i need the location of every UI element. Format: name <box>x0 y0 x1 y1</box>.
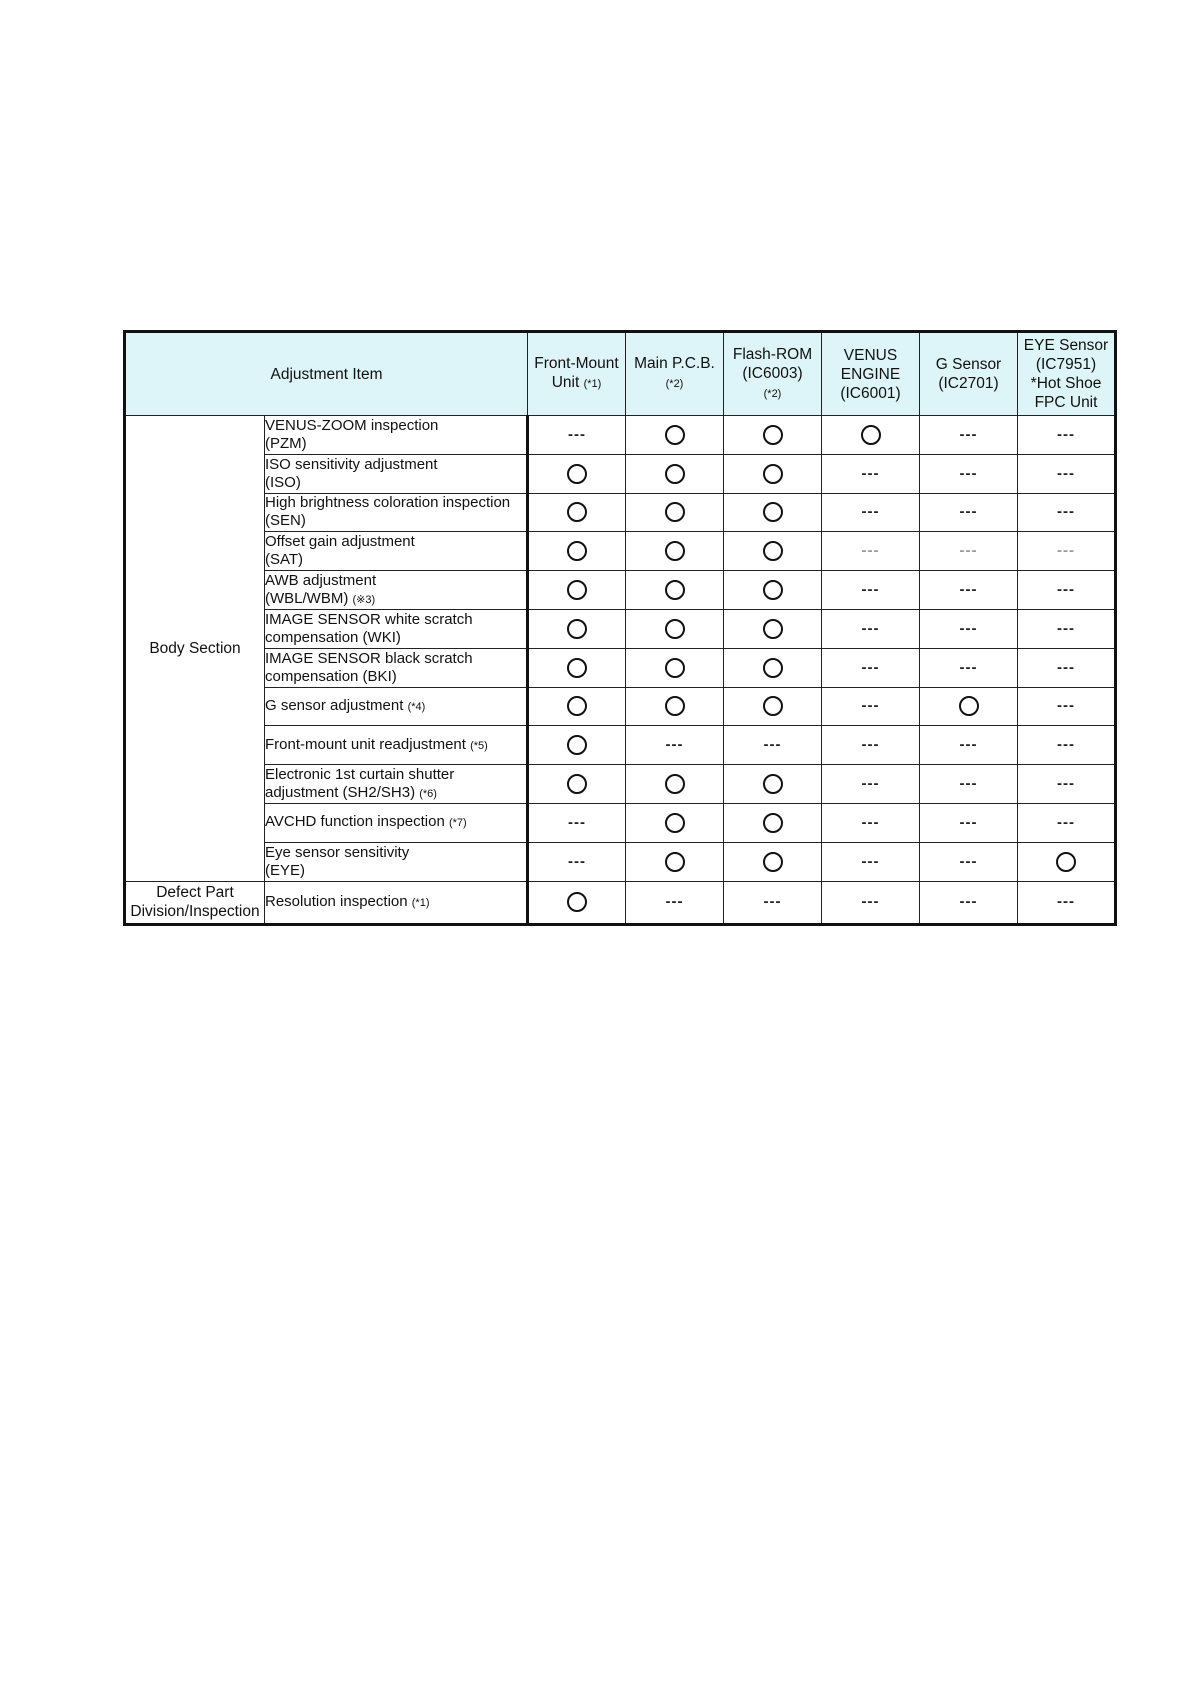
mark-cell <box>626 609 724 648</box>
circle-mark-icon <box>763 425 783 445</box>
mark-cell <box>528 726 626 765</box>
mark-cell <box>528 803 626 842</box>
mark-cell <box>1018 416 1116 455</box>
circle-mark-icon <box>665 658 685 678</box>
mark-cell <box>920 493 1018 532</box>
circle-mark-icon <box>763 619 783 639</box>
mark-cell <box>626 648 724 687</box>
mark-cell <box>920 532 1018 571</box>
circle-mark-icon <box>567 464 587 484</box>
adjustment-item: AVCHD function inspection (*7) <box>265 803 528 842</box>
dash-mark: --- <box>665 893 684 911</box>
mark-cell <box>724 571 822 610</box>
mark-cell <box>920 571 1018 610</box>
circle-mark-icon <box>763 852 783 872</box>
table-row <box>125 571 1116 610</box>
dash-mark: --- <box>1057 581 1075 599</box>
dash-mark: --- <box>1057 619 1075 637</box>
mark-cell <box>626 493 724 532</box>
mark-cell <box>1018 493 1116 532</box>
dash-mark: --- <box>1057 775 1075 793</box>
mark-cell <box>528 648 626 687</box>
dash-mark: --- <box>959 503 978 521</box>
mark-cell <box>724 881 822 924</box>
mark-cell <box>1018 765 1116 804</box>
dash-mark: --- <box>1057 464 1075 482</box>
table-row <box>125 842 1116 881</box>
mark-cell <box>920 648 1018 687</box>
circle-mark-icon <box>665 774 685 794</box>
mark-cell <box>920 416 1018 455</box>
mark-cell <box>724 687 822 726</box>
mark-cell <box>920 765 1018 804</box>
mark-cell <box>528 493 626 532</box>
mark-cell <box>528 532 626 571</box>
mark-cell <box>528 765 626 804</box>
dash-mark: --- <box>959 813 978 831</box>
table-row <box>125 726 1116 765</box>
mark-cell <box>822 648 920 687</box>
circle-mark-icon <box>567 619 587 639</box>
mark-cell <box>920 609 1018 648</box>
mark-cell <box>626 687 724 726</box>
mark-cell <box>724 416 822 455</box>
mark-cell <box>1018 532 1116 571</box>
circle-mark-icon <box>665 852 685 872</box>
dash-mark: --- <box>959 425 978 443</box>
dash-mark: --- <box>665 736 684 754</box>
circle-mark-icon <box>567 658 587 678</box>
mark-cell <box>822 842 920 881</box>
dash-mark: --- <box>861 464 880 482</box>
defect-part-section-label: Defect Part Division/Inspection <box>125 881 265 924</box>
dash-mark: --- <box>1057 503 1075 521</box>
circle-mark-icon <box>567 696 587 716</box>
header-venus-engine: VENUS ENGINE (IC6001) <box>822 332 920 416</box>
dash-mark: --- <box>1057 542 1075 560</box>
dash-mark: --- <box>568 425 586 443</box>
mark-cell <box>724 609 822 648</box>
mark-cell <box>724 765 822 804</box>
table-row <box>125 765 1116 804</box>
dash-mark: --- <box>1057 425 1075 443</box>
mark-cell <box>626 532 724 571</box>
mark-cell <box>724 648 822 687</box>
dash-mark: --- <box>1057 658 1075 676</box>
dash-mark: --- <box>959 736 978 754</box>
mark-cell <box>528 571 626 610</box>
mark-cell <box>920 454 1018 493</box>
dash-mark: --- <box>1057 813 1075 831</box>
adjustment-item: AWB adjustment (WBL/WBM) (※3) <box>265 571 528 610</box>
mark-cell <box>920 842 1018 881</box>
dash-mark: --- <box>1057 736 1075 754</box>
body-section-label: Body Section <box>125 416 265 882</box>
mark-cell <box>822 726 920 765</box>
header-eye-sensor: EYE Sensor (IC7951) *Hot Shoe FPC Unit <box>1018 332 1116 416</box>
adjustment-item: VENUS-ZOOM inspection (PZM) <box>265 416 528 455</box>
circle-mark-icon <box>763 541 783 561</box>
adjustment-item: Resolution inspection (*1) <box>265 881 528 924</box>
mark-cell <box>1018 571 1116 610</box>
mark-cell <box>626 416 724 455</box>
circle-mark-icon <box>1056 852 1076 872</box>
dash-mark: --- <box>959 775 978 793</box>
dash-mark: --- <box>568 852 586 870</box>
mark-cell <box>626 842 724 881</box>
dash-mark: --- <box>959 852 978 870</box>
table-row <box>125 803 1116 842</box>
mark-cell <box>822 687 920 726</box>
mark-cell <box>1018 454 1116 493</box>
table-row <box>125 416 1116 455</box>
mark-cell <box>724 803 822 842</box>
dash-mark: --- <box>959 581 978 599</box>
dash-mark: --- <box>861 775 880 793</box>
header-flash-rom: Flash-ROM (IC6003) (*2) <box>724 332 822 416</box>
circle-mark-icon <box>665 813 685 833</box>
dash-mark: --- <box>861 503 880 521</box>
dash-mark: --- <box>763 893 782 911</box>
table-row <box>125 493 1116 532</box>
circle-mark-icon <box>567 892 587 912</box>
dash-mark: --- <box>861 697 880 715</box>
circle-mark-icon <box>763 696 783 716</box>
table-row <box>125 687 1116 726</box>
circle-mark-icon <box>665 580 685 600</box>
mark-cell <box>1018 726 1116 765</box>
dash-mark: --- <box>861 619 880 637</box>
adjustment-item: G sensor adjustment (*4) <box>265 687 528 726</box>
mark-cell <box>626 803 724 842</box>
dash-mark: --- <box>959 893 978 911</box>
circle-mark-icon <box>763 658 783 678</box>
circle-mark-icon <box>763 464 783 484</box>
mark-cell <box>724 532 822 571</box>
dash-mark: --- <box>1057 893 1075 911</box>
mark-cell <box>920 687 1018 726</box>
circle-mark-icon <box>567 580 587 600</box>
adjustment-table <box>123 330 1117 926</box>
adjustment-item: Electronic 1st curtain shutter adjustment (SH2/SH3) (*6) <box>265 765 528 804</box>
dash-mark: --- <box>1057 697 1075 715</box>
dash-mark: --- <box>861 542 880 560</box>
mark-cell <box>528 416 626 455</box>
circle-mark-icon <box>665 502 685 522</box>
mark-cell <box>626 571 724 610</box>
adjustment-item: Offset gain adjustment (SAT) <box>265 532 528 571</box>
mark-cell <box>822 609 920 648</box>
circle-mark-icon <box>665 541 685 561</box>
dash-mark: --- <box>959 464 978 482</box>
mark-cell <box>1018 842 1116 881</box>
mark-cell <box>528 609 626 648</box>
circle-mark-icon <box>665 619 685 639</box>
dash-mark: --- <box>861 581 880 599</box>
adjustment-item: Eye sensor sensitivity (EYE) <box>265 842 528 881</box>
mark-cell <box>822 765 920 804</box>
circle-mark-icon <box>763 774 783 794</box>
mark-cell <box>822 416 920 455</box>
mark-cell <box>724 454 822 493</box>
dash-mark: --- <box>861 852 880 870</box>
adjustment-item: ISO sensitivity adjustment (ISO) <box>265 454 528 493</box>
circle-mark-icon <box>567 541 587 561</box>
mark-cell <box>724 842 822 881</box>
dash-mark: --- <box>861 893 880 911</box>
mark-cell <box>1018 881 1116 924</box>
header-front-mount-unit: Front-Mount Unit (*1) <box>528 332 626 416</box>
mark-cell <box>1018 609 1116 648</box>
dash-mark: --- <box>959 658 978 676</box>
mark-cell <box>822 454 920 493</box>
mark-cell <box>822 532 920 571</box>
mark-cell <box>1018 687 1116 726</box>
mark-cell <box>822 803 920 842</box>
mark-cell <box>528 454 626 493</box>
mark-cell <box>528 881 626 924</box>
mark-cell <box>920 726 1018 765</box>
circle-mark-icon <box>959 696 979 716</box>
mark-cell <box>724 493 822 532</box>
dash-mark: --- <box>959 542 978 560</box>
mark-cell <box>1018 803 1116 842</box>
circle-mark-icon <box>665 464 685 484</box>
mark-cell <box>920 803 1018 842</box>
circle-mark-icon <box>763 813 783 833</box>
table-row <box>125 648 1116 687</box>
header-g-sensor: G Sensor (IC2701) <box>920 332 1018 416</box>
header-main-pcb: Main P.C.B. (*2) <box>626 332 724 416</box>
circle-mark-icon <box>763 502 783 522</box>
table-row <box>125 881 1116 924</box>
mark-cell <box>626 881 724 924</box>
dash-mark: --- <box>861 658 880 676</box>
adjustment-item: IMAGE SENSOR white scratch compensation (WKI) <box>265 609 528 648</box>
mark-cell <box>626 765 724 804</box>
mark-cell <box>822 881 920 924</box>
circle-mark-icon <box>567 774 587 794</box>
dash-mark: --- <box>959 619 978 637</box>
mark-cell <box>724 726 822 765</box>
mark-cell <box>822 571 920 610</box>
mark-cell <box>822 493 920 532</box>
table-row <box>125 454 1116 493</box>
dash-mark: --- <box>861 736 880 754</box>
circle-mark-icon <box>665 696 685 716</box>
header-adjustment-item: Adjustment Item <box>125 332 528 416</box>
dash-mark: --- <box>568 813 586 831</box>
table-row <box>125 532 1116 571</box>
mark-cell <box>920 881 1018 924</box>
mark-cell <box>626 726 724 765</box>
table-row <box>125 609 1116 648</box>
circle-mark-icon <box>861 425 881 445</box>
circle-mark-icon <box>567 502 587 522</box>
circle-mark-icon <box>567 735 587 755</box>
mark-cell <box>528 842 626 881</box>
mark-cell <box>626 454 724 493</box>
mark-cell <box>528 687 626 726</box>
adjustment-item: IMAGE SENSOR black scratch compensation (BKI) <box>265 648 528 687</box>
adjustment-item: Front-mount unit readjustment (*5) <box>265 726 528 765</box>
dash-mark: --- <box>763 736 782 754</box>
circle-mark-icon <box>665 425 685 445</box>
header-row <box>125 332 1116 416</box>
adjustment-item: High brightness coloration inspection (SEN) <box>265 493 528 532</box>
mark-cell <box>1018 648 1116 687</box>
dash-mark: --- <box>861 813 880 831</box>
circle-mark-icon <box>763 580 783 600</box>
